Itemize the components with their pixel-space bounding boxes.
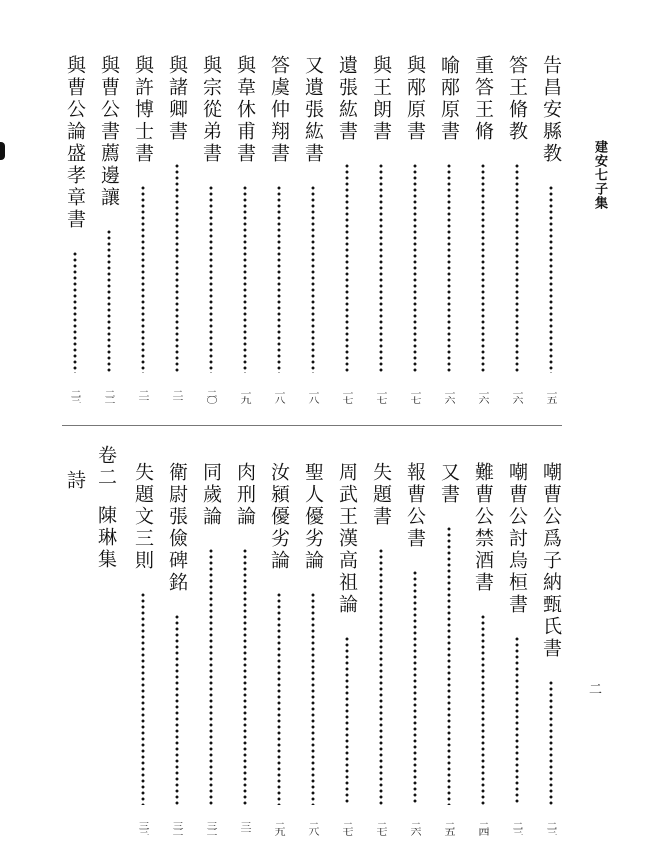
- entry-title: 失題書: [370, 462, 392, 528]
- entry-title: 答虞仲翔書: [268, 55, 290, 165]
- entry-page: 二三: [511, 821, 524, 835]
- entry-title: 肉刑論: [234, 462, 256, 528]
- entry-page: 一九: [239, 389, 252, 403]
- entry-page: 二二: [103, 389, 116, 403]
- toc-entry[interactable]: [166, 55, 188, 405]
- dot-leader: [311, 185, 315, 373]
- entry-title: 衛尉張儉碑銘: [166, 462, 188, 594]
- dot-leader: [447, 163, 451, 373]
- entry-page: 二一: [171, 389, 184, 403]
- dot-leader: [243, 185, 247, 373]
- toc-entry[interactable]: [370, 462, 392, 837]
- entry-page: 二四: [477, 821, 490, 835]
- entry-page: 二六: [409, 821, 422, 835]
- toc-entry[interactable]: [404, 462, 426, 837]
- entry-title: 與曹公論盛孝章書: [64, 55, 86, 231]
- entry-page: 一七: [409, 389, 422, 403]
- volume-heading: [95, 445, 117, 571]
- entry-page: 二七: [375, 821, 388, 835]
- toc-entry[interactable]: [540, 55, 562, 405]
- toc-entry[interactable]: [540, 462, 562, 837]
- toc-entry[interactable]: [438, 462, 460, 837]
- entry-page: 一七: [341, 389, 354, 403]
- entry-title: 與宗從弟書: [200, 55, 222, 165]
- toc-entry[interactable]: [200, 462, 222, 837]
- dot-leader: [141, 185, 145, 373]
- dot-leader: [209, 185, 213, 373]
- entry-page: 二五: [443, 821, 456, 835]
- genre-heading: 詩: [64, 470, 86, 489]
- toc-entry[interactable]: [132, 462, 154, 837]
- dot-leader: [481, 163, 485, 373]
- volume-number: 卷二: [95, 445, 117, 489]
- dot-leader: [413, 570, 417, 805]
- entry-page: 一六: [443, 389, 456, 403]
- entry-page: 一五: [545, 389, 558, 403]
- dot-leader: [243, 548, 247, 805]
- toc-entry[interactable]: [404, 55, 426, 405]
- dot-leader: [549, 185, 553, 373]
- entry-page: 一六: [511, 389, 524, 403]
- dot-leader: [73, 251, 77, 373]
- dot-leader: [277, 185, 281, 373]
- toc-entry[interactable]: [302, 462, 324, 837]
- toc-entry[interactable]: [336, 462, 358, 837]
- entry-title: 與王朗書: [370, 55, 392, 143]
- dot-leader: [379, 163, 383, 373]
- toc-entry[interactable]: [166, 462, 188, 837]
- entry-page: 一八: [307, 389, 320, 403]
- entry-title: 答王脩教: [506, 55, 528, 143]
- entry-title: 失題文三則: [132, 462, 154, 572]
- entry-page: 二三: [545, 821, 558, 835]
- dot-leader: [379, 548, 383, 805]
- entry-title: 又書: [438, 462, 460, 506]
- section-divider: [62, 425, 562, 426]
- toc-entry[interactable]: [472, 462, 494, 837]
- entry-page: 一七: [375, 389, 388, 403]
- dot-leader: [311, 592, 315, 805]
- entry-title: 與韋休甫書: [234, 55, 256, 165]
- toc-entry[interactable]: [200, 55, 222, 405]
- entry-title: 同歲論: [200, 462, 222, 528]
- toc-entry[interactable]: [336, 55, 358, 405]
- toc-entry[interactable]: [506, 462, 528, 837]
- book-title: 建安七子集: [592, 140, 607, 210]
- entry-title: 又遺張紘書: [302, 55, 324, 165]
- page-number: 二: [586, 682, 601, 695]
- entry-title: 嘲曹公討烏桓書: [506, 462, 528, 616]
- toc-entry[interactable]: [132, 55, 154, 405]
- entry-title: 與許博士書: [132, 55, 154, 165]
- dot-leader: [345, 163, 349, 373]
- toc-entry[interactable]: [268, 462, 290, 837]
- toc-entry[interactable]: [268, 55, 290, 405]
- dot-leader: [107, 229, 111, 373]
- entry-page: 二三: [69, 389, 82, 403]
- entry-page: 三三: [137, 821, 150, 835]
- dot-leader: [413, 163, 417, 373]
- entry-title: 與邴原書: [404, 55, 426, 143]
- toc-entry[interactable]: [506, 55, 528, 405]
- entry-title: 告昌安縣教: [540, 55, 562, 165]
- dot-leader: [515, 163, 519, 373]
- entry-title: 與諸卿書: [166, 55, 188, 143]
- dot-leader: [549, 680, 553, 805]
- entry-title: 嘲曹公爲子納甄氏書: [540, 462, 562, 660]
- dot-leader: [345, 636, 349, 805]
- entry-title: 重答王脩: [472, 55, 494, 143]
- collection-name: 陳琳集: [95, 505, 117, 571]
- entry-title: 與曹公書薦邊讓: [98, 55, 120, 209]
- entry-title: 聖人優劣論: [302, 462, 324, 572]
- entry-page: 一八: [273, 389, 286, 403]
- entry-page: 二八: [307, 821, 320, 835]
- dot-leader: [515, 636, 519, 805]
- entry-title: 遺張紘書: [336, 55, 358, 143]
- entry-title: 難曹公禁酒書: [472, 462, 494, 594]
- dot-leader: [447, 526, 451, 805]
- dot-leader: [175, 163, 179, 373]
- toc-entry[interactable]: [64, 55, 86, 405]
- entry-page: 二一: [137, 389, 150, 403]
- entry-title: 報曹公書: [404, 462, 426, 550]
- entry-page: 三二: [171, 821, 184, 835]
- dot-leader: [175, 614, 179, 805]
- toc-entry[interactable]: [234, 55, 256, 405]
- entry-page: 三二: [205, 821, 218, 835]
- entry-page: 三一: [239, 821, 252, 835]
- toc-entry[interactable]: [302, 55, 324, 405]
- entry-page: 一六: [477, 389, 490, 403]
- dot-leader: [481, 614, 485, 805]
- toc-section-top: [0, 55, 650, 405]
- toc-entry[interactable]: [98, 55, 120, 405]
- toc-entry[interactable]: [472, 55, 494, 405]
- dot-leader: [209, 548, 213, 805]
- entry-page: 二九: [273, 821, 286, 835]
- entry-title: 周武王漢高祖論: [336, 462, 358, 616]
- entry-title: 喻邴原書: [438, 55, 460, 143]
- entry-title: 汝潁優劣論: [268, 462, 290, 572]
- toc-entry[interactable]: [234, 462, 256, 837]
- entry-page: 二七: [341, 821, 354, 835]
- dot-leader: [277, 592, 281, 805]
- toc-entry[interactable]: [438, 55, 460, 405]
- toc-entry[interactable]: [370, 55, 392, 405]
- dot-leader: [141, 592, 145, 805]
- entry-page: 二〇: [205, 389, 218, 403]
